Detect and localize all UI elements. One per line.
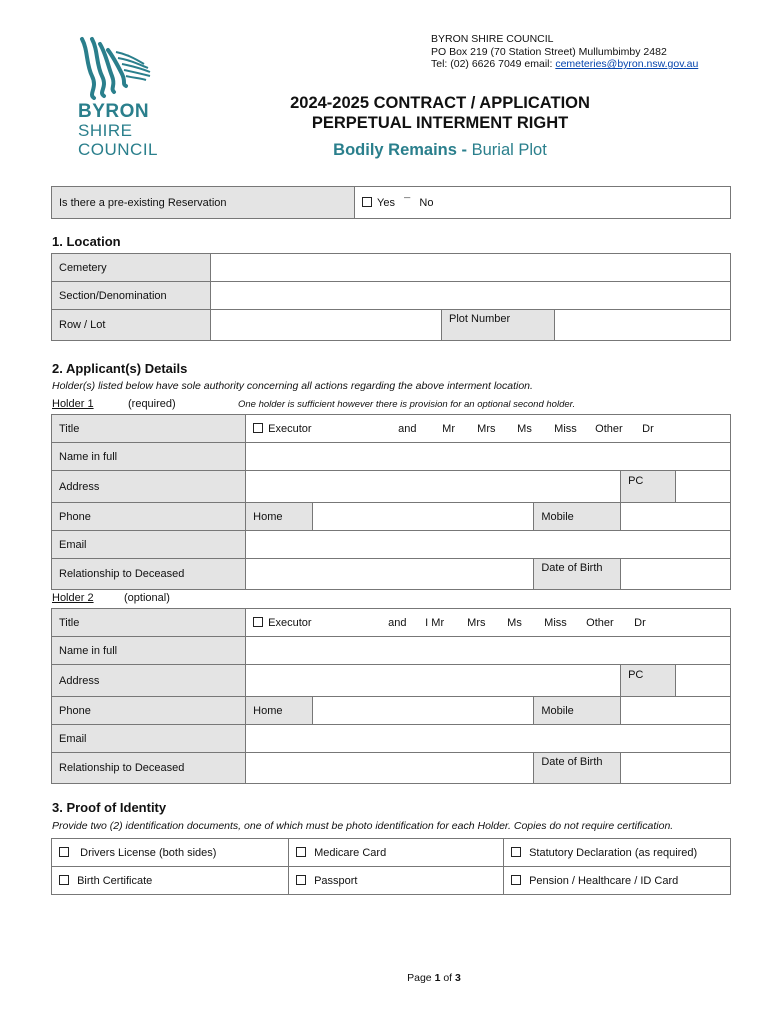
cemetery-field[interactable] (211, 254, 731, 282)
h1-email-label: Email (52, 531, 246, 559)
applicants-note: Holder(s) listed below have sole authority concerning all actions regarding the above interment location. (52, 380, 533, 392)
h2-pc-field[interactable] (676, 665, 731, 697)
page-total: 3 (455, 972, 461, 984)
h2-mobile-label: Mobile (534, 697, 621, 725)
h1-name-field[interactable] (246, 443, 731, 471)
h2-executor-label: Executor (268, 616, 312, 629)
location-heading: 1. Location (52, 234, 121, 249)
h2-and: and (388, 616, 407, 629)
h1-title-mr[interactable]: Mr (442, 422, 455, 435)
h2-title-mr[interactable]: I Mr (425, 616, 445, 629)
section-field[interactable] (211, 282, 731, 310)
h2-dob-label: Date of Birth (534, 753, 621, 784)
id-doc-statutory[interactable] (504, 839, 731, 867)
id-doc-medicare[interactable] (289, 839, 504, 867)
row-lot-field[interactable] (211, 310, 442, 341)
h1-relationship-label: Relationship to Deceased (52, 559, 246, 590)
h2-relationship-label: Relationship to Deceased (52, 753, 246, 784)
h1-title-dr[interactable]: Dr (642, 422, 654, 435)
h2-name-field[interactable] (246, 637, 731, 665)
id-passport-checkbox[interactable] (296, 875, 306, 885)
subtitle-bold: Bodily Remains - (333, 141, 468, 159)
logo-line-3: COUNCIL (78, 140, 159, 159)
h1-name-label: Name in full (52, 443, 246, 471)
h2-title-mrs[interactable]: Mrs (467, 616, 486, 629)
email-link[interactable]: cemeteries@byron.nsw.gov.au (555, 58, 699, 70)
id-drivers-checkbox[interactable] (59, 847, 69, 857)
holder1-table (51, 414, 731, 590)
h1-title-options[interactable] (246, 415, 731, 443)
h2-home-field[interactable] (313, 697, 534, 725)
reservation-dash: ¯ (404, 196, 411, 209)
po-box: PO Box 219 (70 Station Street) Mullumbimby 2482 (431, 45, 667, 58)
byron-wave-logo-icon (78, 36, 158, 100)
h1-pc-label: PC (621, 471, 676, 503)
id-birth-label: Birth Certificate (77, 874, 153, 887)
h2-dob-field[interactable] (621, 753, 731, 784)
h1-mobile-label: Mobile (534, 503, 621, 531)
h1-home-label: Home (246, 503, 313, 531)
holder2-label: Holder 2 (52, 592, 94, 604)
h1-title-miss[interactable]: Miss (554, 422, 577, 435)
reservation-table (51, 186, 731, 219)
h1-home-field[interactable] (313, 503, 534, 531)
h2-email-label: Email (52, 725, 246, 753)
id-pension-label: Pension / Healthcare / ID Card (529, 874, 679, 887)
h2-title-miss[interactable]: Miss (544, 616, 567, 629)
h2-relationship-field[interactable] (246, 753, 534, 784)
cemetery-label: Cemetery (52, 254, 211, 282)
id-drivers-label: Drivers License (both sides) (80, 846, 217, 859)
reservation-label: Is there a pre-existing Reservation (52, 187, 355, 219)
id-birth-checkbox[interactable] (59, 875, 69, 885)
page-prefix: Page (407, 972, 435, 984)
tel-line: Tel: (02) 6626 7049 email: (431, 58, 556, 70)
h2-title-other[interactable]: Other (586, 616, 614, 629)
h1-address-field[interactable] (246, 471, 621, 503)
page-footer (0, 972, 770, 984)
reservation-options[interactable] (355, 187, 731, 219)
holder1-label: Holder 1 (52, 398, 94, 410)
h2-executor-checkbox[interactable] (253, 617, 263, 627)
id-statutory-label: Statutory Declaration (as required) (529, 846, 698, 859)
h2-email-field[interactable] (246, 725, 731, 753)
plot-number-field[interactable] (555, 310, 731, 341)
reservation-yes-checkbox[interactable] (362, 197, 372, 207)
h1-title-mrs[interactable]: Mrs (477, 422, 496, 435)
applicants-heading: 2. Applicant(s) Details (52, 361, 188, 376)
h2-address-field[interactable] (246, 665, 621, 697)
h1-title-label: Title (52, 415, 246, 443)
id-medicare-label: Medicare Card (314, 846, 387, 859)
section-label: Section/Denomination (52, 282, 211, 310)
h2-mobile-field[interactable] (621, 697, 731, 725)
h2-title-ms[interactable]: Ms (507, 616, 522, 629)
h2-address-label: Address (52, 665, 246, 697)
holder1-note: One holder is sufficient however there is provision for an optional second holder. (238, 399, 576, 410)
form-title-2: PERPETUAL INTERMENT RIGHT (311, 114, 569, 132)
page-of: of (440, 972, 456, 984)
subtitle-rest: Burial Plot (467, 141, 547, 159)
holder2-optional: (optional) (124, 592, 170, 604)
identity-note: Provide two (2) identification documents, one of which must be photo identification for each Holder. Copies do not require certification. (52, 820, 674, 832)
id-passport-label: Passport (314, 874, 358, 887)
h1-and: and (398, 422, 417, 435)
logo-line-1: BYRON (78, 101, 150, 122)
h1-executor-checkbox[interactable] (253, 423, 263, 433)
h2-name-label: Name in full (52, 637, 246, 665)
h2-title-label: Title (52, 609, 246, 637)
id-doc-birth[interactable] (52, 867, 289, 895)
h1-executor-label: Executor (268, 422, 312, 435)
reservation-yes-label: Yes (377, 196, 395, 209)
form-title-1: 2024-2025 CONTRACT / APPLICATION (290, 94, 590, 112)
row-lot-label: Row / Lot (52, 310, 211, 341)
h1-title-other[interactable]: Other (595, 422, 623, 435)
plot-number-label: Plot Number (442, 310, 555, 341)
id-pension-checkbox[interactable] (511, 875, 521, 885)
holder1-required: (required) (128, 398, 176, 410)
h1-title-ms[interactable]: Ms (517, 422, 532, 435)
h1-dob-label: Date of Birth (534, 559, 621, 590)
reservation-no-label: No (419, 196, 434, 209)
id-statutory-checkbox[interactable] (511, 847, 521, 857)
holder2-table (51, 608, 731, 784)
council-address (431, 33, 698, 71)
page-number: 1 (434, 972, 441, 984)
h2-phone-label: Phone (52, 697, 246, 725)
h1-mobile-field[interactable] (621, 503, 731, 531)
id-medicare-checkbox[interactable] (296, 847, 306, 857)
h2-home-label: Home (246, 697, 313, 725)
h1-dob-field[interactable] (621, 559, 731, 590)
logo-line-2: SHIRE (78, 121, 133, 140)
h2-title-dr[interactable]: Dr (634, 616, 646, 629)
location-table (51, 253, 731, 341)
form-subtitle (0, 141, 770, 160)
id-doc-drivers[interactable] (52, 839, 289, 867)
identity-heading: 3. Proof of Identity (52, 800, 167, 815)
h1-pc-field[interactable] (676, 471, 731, 503)
h1-address-label: Address (52, 471, 246, 503)
h2-pc-label: PC (621, 665, 676, 697)
h1-email-field[interactable] (246, 531, 731, 559)
identity-table (51, 838, 731, 895)
h1-phone-label: Phone (52, 503, 246, 531)
council-name: BYRON SHIRE COUNCIL (431, 33, 554, 45)
id-doc-pension[interactable] (504, 867, 731, 895)
h2-title-options[interactable] (246, 609, 731, 637)
h1-relationship-field[interactable] (246, 559, 534, 590)
id-doc-passport[interactable] (289, 867, 504, 895)
